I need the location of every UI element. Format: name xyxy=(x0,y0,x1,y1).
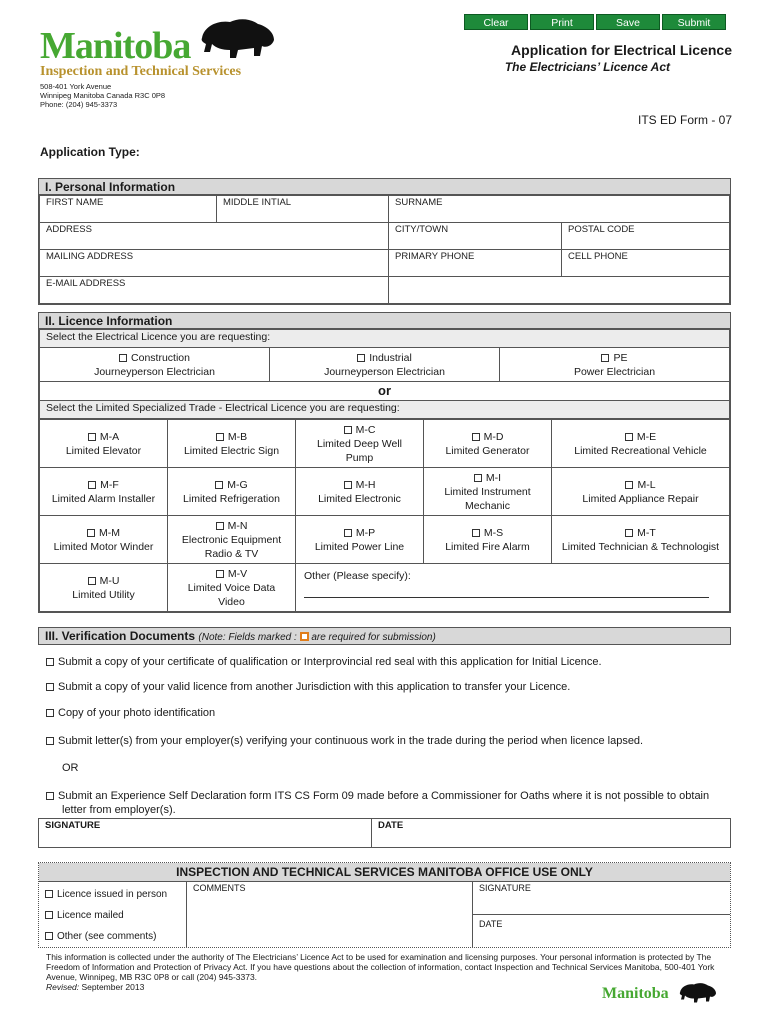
checkbox[interactable] xyxy=(119,354,127,362)
footer-logo xyxy=(602,985,722,1007)
brand-subtitle: Inspection and Technical Services xyxy=(40,64,242,79)
limited-option-m-p[interactable]: M-P Limited Power Line xyxy=(296,516,424,564)
required-note: (Note: Fields marked : are required for submission) xyxy=(198,632,436,643)
limited-option-m-f[interactable]: M-F Limited Alarm Installer xyxy=(40,468,168,516)
limited-option-m-n[interactable]: M-N Electronic Equipment Radio & TV xyxy=(168,516,296,564)
industrial-journeyperson-option[interactable]: Industrial Journeyperson Electrician xyxy=(270,348,500,382)
other-specify-label: Other (Please specify): xyxy=(304,570,411,582)
office-use-section xyxy=(38,862,731,948)
verification-or: OR xyxy=(62,762,79,774)
clear-button[interactable]: Clear xyxy=(464,14,528,30)
office-date-field[interactable]: DATE xyxy=(479,919,503,929)
limited-option-m-v[interactable]: M-V Limited Voice Data Video xyxy=(168,564,296,612)
address-field[interactable]: ADDRESS xyxy=(40,223,389,250)
section-heading: I. Personal Information xyxy=(39,179,730,195)
checkbox[interactable] xyxy=(344,481,352,489)
checkbox[interactable] xyxy=(87,529,95,537)
other-specify-line[interactable] xyxy=(304,596,709,598)
checkbox[interactable] xyxy=(474,474,482,482)
checkbox[interactable] xyxy=(45,890,53,898)
verification-item-1[interactable]: Submit a copy of your certificate of qualification or Interprovincial red seal with this application for Initial Licence. xyxy=(46,656,602,668)
checkbox[interactable] xyxy=(46,792,54,800)
checkbox[interactable] xyxy=(472,433,480,441)
verification-item-2[interactable]: Submit a copy of your valid licence from another Jurisdiction with this application to transfer your Licence. xyxy=(46,681,570,693)
limited-option-m-s[interactable]: M-S Limited Fire Alarm xyxy=(424,516,552,564)
or-divider: or xyxy=(40,382,730,401)
checkbox[interactable] xyxy=(625,481,633,489)
form-toolbar xyxy=(464,14,726,30)
checkbox[interactable] xyxy=(88,577,96,585)
licence-information-section xyxy=(38,312,731,613)
limited-option-m-u[interactable]: M-U Limited Utility xyxy=(40,564,168,612)
personal-information-section xyxy=(38,178,731,305)
mailing-address-field[interactable]: MAILING ADDRESS xyxy=(40,250,389,277)
checkbox[interactable] xyxy=(625,529,633,537)
first-name-field[interactable]: FIRST NAME xyxy=(40,196,217,223)
section-heading: II. Licence Information xyxy=(39,313,730,329)
limited-option-m-h[interactable]: M-H Limited Electronic xyxy=(296,468,424,516)
limited-option-m-e[interactable]: M-E Limited Recreational Vehicle xyxy=(552,420,730,468)
cell-phone-field[interactable]: CELL PHONE xyxy=(562,250,730,277)
checkbox[interactable] xyxy=(216,433,224,441)
signature-block xyxy=(38,818,731,848)
revised-label: Revised: xyxy=(46,982,80,992)
checkbox[interactable] xyxy=(344,529,352,537)
office-sign-date xyxy=(473,882,731,948)
checkbox[interactable] xyxy=(216,570,224,578)
limited-option-m-c[interactable]: M-C Limited Deep Well Pump xyxy=(296,420,424,468)
primary-phone-field[interactable]: PRIMARY PHONE xyxy=(389,250,562,277)
form-subtitle: The Electricians’ Licence Act xyxy=(504,60,670,74)
checkbox[interactable] xyxy=(88,433,96,441)
application-type-label: Application Type: xyxy=(40,145,140,159)
email-value[interactable] xyxy=(389,277,730,304)
checkbox[interactable] xyxy=(45,911,53,919)
privacy-notice: This information is collected under the authority of The Electricians’ Licence Act to be used for examination and licensing purposes. Your personal information is protected by The Freedom of Information and Protection of Privacy Act. If you have questions about the collection of information, contact Inspection and Technical Services Manitoba, 500-401 York Avenue, Winnipeg, MB R3C 0P8 or call (204) 945-3373. Revised: September 2013 xyxy=(46,952,715,992)
limited-option-m-t[interactable]: M-T Limited Technician & Technologist xyxy=(552,516,730,564)
revised-date: September 2013 xyxy=(81,982,145,992)
office-use-heading: INSPECTION AND TECHNICAL SERVICES MANITOBA OFFICE USE ONLY xyxy=(39,863,730,882)
limited-select-prompt: Select the Limited Specialized Trade - Electrical Licence you are requesting: xyxy=(40,401,730,419)
verification-item-3[interactable]: Copy of your photo identification xyxy=(46,707,215,719)
surname-field[interactable]: SURNAME xyxy=(389,196,730,223)
required-marker-icon xyxy=(300,632,309,641)
bison-icon xyxy=(678,981,718,1005)
limited-option-m-d[interactable]: M-D Limited Generator xyxy=(424,420,552,468)
email-field[interactable]: E-MAIL ADDRESS xyxy=(40,277,389,304)
office-options xyxy=(39,882,187,948)
verification-item-5[interactable]: Submit an Experience Self Declaration form ITS CS Form 09 made before a Commissioner for Oaths where it is not possible to obtain letter from employer(s). xyxy=(46,789,712,817)
licence-mailed-option[interactable]: Licence mailed xyxy=(45,905,180,926)
checkbox[interactable] xyxy=(46,737,54,745)
form-number: ITS ED Form - 07 xyxy=(637,113,732,127)
middle-initial-field[interactable]: MIDDLE INTIAL xyxy=(217,196,389,223)
print-button[interactable]: Print xyxy=(530,14,594,30)
limited-option-m-b[interactable]: M-B Limited Electric Sign xyxy=(168,420,296,468)
power-electrician-option[interactable]: PE Power Electrician xyxy=(500,348,730,382)
checkbox[interactable] xyxy=(45,932,53,940)
postal-code-field[interactable]: POSTAL CODE xyxy=(562,223,730,250)
brand-name: Manitoba xyxy=(40,25,191,67)
checkbox[interactable] xyxy=(625,433,633,441)
other-specify-field[interactable] xyxy=(296,564,730,612)
office-address: 508-401 York Avenue Winnipeg Manitoba Canada R3C 0P8 Phone: (204) 945-3373 xyxy=(40,82,166,109)
checkbox[interactable] xyxy=(46,683,54,691)
date-field[interactable]: DATE xyxy=(378,820,404,831)
checkbox[interactable] xyxy=(46,709,54,717)
limited-option-m-m[interactable]: M-M Limited Motor Winder xyxy=(40,516,168,564)
construction-journeyperson-option[interactable]: Construction Journeyperson Electrician xyxy=(40,348,270,382)
checkbox[interactable] xyxy=(344,426,352,434)
save-button[interactable]: Save xyxy=(596,14,660,30)
other-comments-option[interactable]: Other (see comments) xyxy=(45,926,180,947)
city-field[interactable]: CITY/TOWN xyxy=(389,223,562,250)
checkbox[interactable] xyxy=(46,658,54,666)
office-signature-field[interactable]: SIGNATURE xyxy=(473,882,730,915)
limited-option-m-a[interactable]: M-A Limited Elevator xyxy=(40,420,168,468)
limited-option-m-l[interactable]: M-L Limited Appliance Repair xyxy=(552,468,730,516)
comments-field[interactable]: COMMENTS xyxy=(187,882,473,948)
checkbox[interactable] xyxy=(88,481,96,489)
limited-option-m-i[interactable]: M-I Limited Instrument Mechanic xyxy=(424,468,552,516)
checkbox[interactable] xyxy=(216,522,224,530)
verification-item-4[interactable]: Submit letter(s) from your employer(s) verifying your continuous work in the trade during the period when licence lapsed. xyxy=(46,735,643,747)
checkbox[interactable] xyxy=(215,481,223,489)
checkbox[interactable] xyxy=(357,354,365,362)
verification-heading: III. Verification Documents (Note: Fields marked : are required for submission) xyxy=(38,627,731,645)
signature-field[interactable]: SIGNATURE xyxy=(39,819,372,847)
form-title: Application for Electrical Licence xyxy=(511,42,732,58)
bison-icon xyxy=(198,16,278,62)
licence-select-prompt: Select the Electrical Licence you are requesting: xyxy=(40,330,730,348)
licence-issued-option[interactable]: Licence issued in person xyxy=(45,884,180,905)
footer-logo-text: Manitoba xyxy=(602,985,669,1002)
checkbox[interactable] xyxy=(601,354,609,362)
checkbox[interactable] xyxy=(472,529,480,537)
limited-option-m-g[interactable]: M-G Limited Refrigeration xyxy=(168,468,296,516)
submit-button[interactable]: Submit xyxy=(662,14,726,30)
